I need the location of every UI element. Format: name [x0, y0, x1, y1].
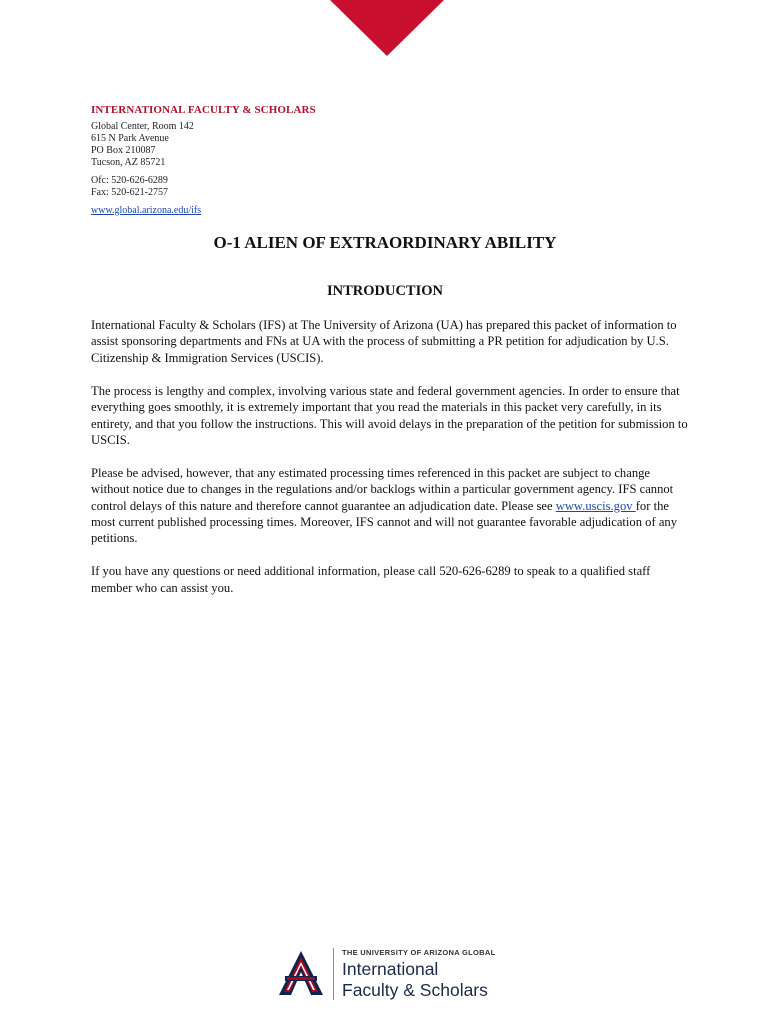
website-link[interactable]: www.global.arizona.edu/ifs: [91, 205, 202, 216]
paragraph: If you have any questions or need additional information, please call 520-626-6289 to speak to a qualified staff member who can assist you.: [91, 564, 651, 595]
paragraph-text: for the most current published processing times. Moreover, IFS cannot and will not guarantee favorable adjudication of any petitions.: [91, 498, 677, 546]
logo-small-text: THE UNIVERSITY OF ARIZONA GLOBAL: [342, 948, 496, 957]
address-line: 615 N Park Avenue: [91, 133, 169, 144]
address-line: PO Box 210087: [91, 145, 156, 156]
address-line: Global Center, Room 142: [91, 121, 194, 132]
logo-line1: International: [342, 959, 439, 979]
address-block: [91, 121, 491, 169]
section-heading: INTRODUCTION: [326, 283, 443, 299]
fax-number: Fax: 520-621-2757: [91, 187, 168, 198]
org-name: INTERNATIONAL FACULTY & SCHOLARS: [91, 104, 316, 116]
address-line: Tucson, AZ 85721: [91, 157, 166, 168]
paragraph: The process is lengthy and complex, involving various state and federal government agencies. In order to ensure that everything goes smoothly, it is extremely important that you read the materials in this packet very carefully, in its entirety, and that you follow the instructions. This will avoid delays in the preparation of the petition for submission to USCIS.: [91, 383, 688, 447]
red-triangle-decoration: [330, 0, 444, 56]
contact-block: [91, 175, 491, 199]
paragraph-text: Please be advised, however, that any estimated processing times referenced in this packet are subject to change without notice due to changes in the regulations and/or backlogs within a particular government agency. IFS cannot control delays of this nature and therefore cannot guarantee an adjudication date. Please see: [91, 465, 674, 513]
paragraph-with-link: [91, 465, 691, 547]
university-a-logo-icon: [278, 950, 324, 996]
paragraph: International Faculty & Scholars (IFS) at The University of Arizona (UA) has prepared this packet of information to assist sponsoring departments and FNs at UA with the process of submitting a PR petition for adjudication by U.S. Citizenship & Immigration Services (USCIS).: [91, 318, 677, 365]
logo-line2: Faculty & Scholars: [342, 980, 488, 1000]
body-text: [91, 317, 691, 613]
document-title: O-1 ALIEN OF EXTRAORDINARY ABILITY: [213, 233, 557, 252]
logo-divider: [333, 948, 334, 1000]
uscis-link[interactable]: www.uscis.gov: [555, 498, 636, 513]
phone-number: Ofc: 520-626-6289: [91, 175, 168, 186]
footer-logo: [278, 946, 508, 1002]
letterhead: [91, 104, 491, 217]
